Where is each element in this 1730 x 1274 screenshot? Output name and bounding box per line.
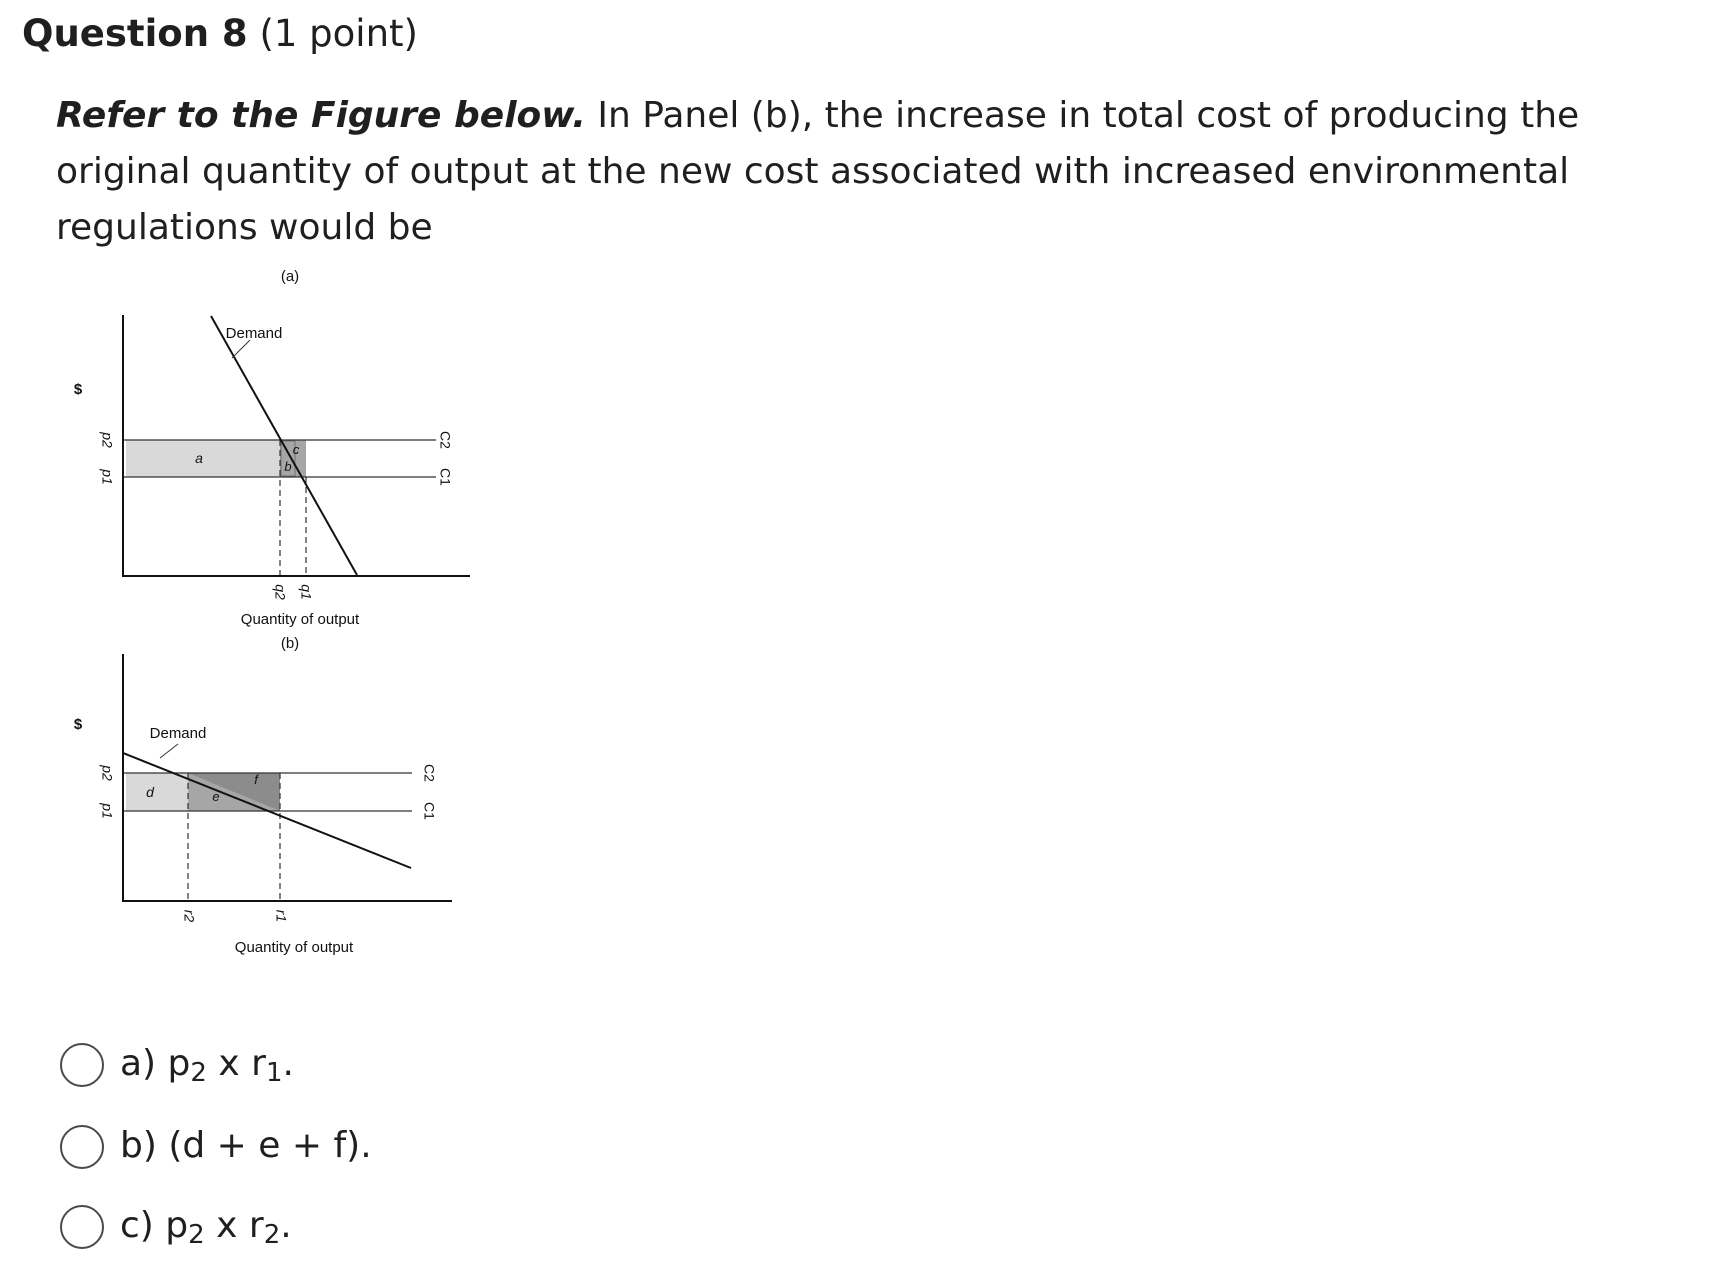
option-c-label: c) $p_2$ x $r_2$. xyxy=(120,1204,292,1250)
option-b[interactable] xyxy=(60,1117,372,1177)
panel-b-c2-label: C2 xyxy=(421,764,438,782)
panel-b-demand-pointer xyxy=(160,744,178,758)
panel-a-area-b-label: b xyxy=(284,459,292,474)
question-header xyxy=(22,8,418,60)
panel-a-demand-pointer xyxy=(232,340,250,358)
panel-a-demand-label: Demand xyxy=(225,325,283,342)
panel-b-area-d-label: d xyxy=(146,784,154,800)
panel-b-x-axis-label: Quantity of output xyxy=(234,939,354,956)
panel-b-c1-label: C1 xyxy=(421,802,438,820)
panel-a-p1-label: p1 xyxy=(99,469,116,485)
figure xyxy=(0,270,520,970)
panel-a-p2-label: p2 xyxy=(99,432,116,448)
panel-a-label: (a) xyxy=(280,270,300,285)
option-a-label: a) $p_2$ x $r_1$. xyxy=(120,1042,294,1088)
panel-a xyxy=(74,270,470,628)
option-a[interactable] xyxy=(60,1035,294,1095)
panel-a-area-c-label: c xyxy=(292,442,300,457)
option-a-radio[interactable] xyxy=(60,1043,104,1087)
figure-svg xyxy=(0,270,520,970)
panel-b-dollar: $ xyxy=(73,716,83,733)
panel-b-p2-label: p2 xyxy=(99,765,116,781)
question-body: In Panel (b), the increase in total cost of producing the original quantity of output at the new cost associated with increased environmental regulations would be xyxy=(56,95,1580,248)
option-b-radio[interactable] xyxy=(60,1125,104,1169)
panel-a-x-axis-label: Quantity of output xyxy=(240,611,360,628)
question-points: (1 point) xyxy=(259,12,418,55)
option-b-label: b) (d + e + f). xyxy=(120,1124,372,1166)
panel-a-c2-label: C2 xyxy=(437,431,454,449)
question-title: Question 8 xyxy=(22,12,248,55)
panel-b xyxy=(74,635,452,956)
panel-b-label: (b) xyxy=(280,635,300,652)
area-a xyxy=(126,440,280,477)
question-lead: Refer to the Figure below. xyxy=(56,95,586,136)
panel-b-area-e-label: e xyxy=(212,789,220,804)
panel-a-q1-label: q1 xyxy=(298,584,315,600)
option-c-radio[interactable] xyxy=(60,1205,104,1249)
panel-b-area-f-label: f xyxy=(254,772,258,787)
panel-a-area-a-label: a xyxy=(195,450,203,466)
option-c[interactable] xyxy=(60,1197,292,1257)
panel-b-p1-label: p1 xyxy=(99,803,116,819)
panel-a-c1-label: C1 xyxy=(437,468,454,486)
question-prompt xyxy=(56,88,1616,256)
panel-b-demand-label: Demand xyxy=(149,725,207,742)
panel-b-r2-label: r2 xyxy=(181,909,198,923)
area-d xyxy=(126,773,188,811)
panel-a-q2-label: q2 xyxy=(272,584,289,600)
panel-a-dollar: $ xyxy=(73,381,83,398)
panel-b-r1-label: r1 xyxy=(273,909,290,923)
